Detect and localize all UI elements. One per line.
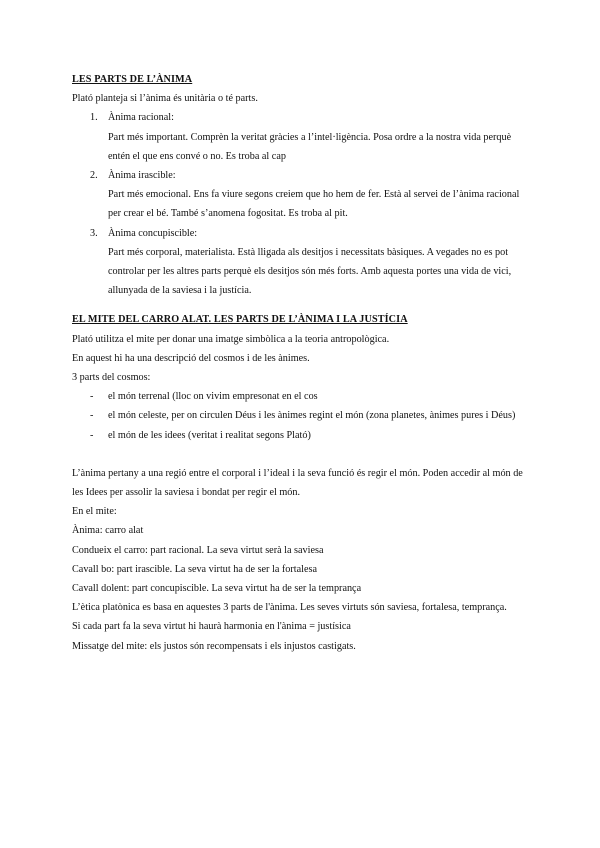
cosmos-parts-list (72, 387, 532, 445)
body-line: 3 parts del cosmos: (72, 372, 151, 384)
list-item (72, 426, 532, 445)
body-line: Cavall bo: part irascible. La seva virtut ha de ser la fortalesa (72, 563, 317, 575)
body-line: Missatge del mite: els justos són recompensats i els injustos castigats. (72, 640, 356, 652)
list-item-name: Ànima racional: (108, 112, 174, 124)
section-title: EL MITE DEL CARRO ALAT. LES PARTS DE L’ÀNIMA I LA JUSTÍCIA (72, 314, 408, 326)
intro-text: Plató planteja si l’ànima és unitària o té parts. (72, 93, 258, 105)
list-dash: - (90, 410, 94, 422)
document-page (72, 70, 532, 656)
body-line: Ànima: carro alat (72, 525, 144, 537)
body-line: Plató utilitza el mite per donar una imatge simbòlica a la teoria antropològica. (72, 333, 390, 345)
body-line: L’ètica platònica es basa en aquestes 3 parts de l'ànima. Les seves virtuts són saviesa, fortalesa, temprança. (72, 602, 507, 614)
list-item (72, 406, 532, 425)
body-paragraph: L’ànima pertany a una regió entre el corporal i l’ideal i la seva funció és regir el món. Poden accedir al món de les Idees per assolir la saviesa i bondat per regir el món. (72, 467, 523, 499)
list-item-name: Ànima irascible: (108, 170, 176, 182)
list-item-name: Ànima concupiscible: (108, 227, 198, 239)
body-line: En aquest hi ha una descripció del cosmos i de les ànimes. (72, 352, 310, 364)
list-number: 3. (90, 227, 98, 239)
list-item-description: Part més corporal, materialista. Està lligada als desitjos i necessitats bàsiques. A vegades no es pot controlar per les altres parts perquè els desitjos són més forts. Amb aquesta portes una vida de vici, allunyada de la saviesa i la justícia. (108, 246, 512, 297)
list-number: 2. (90, 170, 98, 182)
body-line: Si cada part fa la seva virtut hi haurà harmonia en l'ànima = justísica (72, 621, 351, 633)
list-item (72, 224, 532, 301)
body-line: Condueix el carro: part racional. La seva virtut serà la saviesa (72, 544, 324, 556)
soul-parts-list (72, 108, 532, 300)
list-item (72, 387, 532, 406)
body-line: En el mite: (72, 506, 117, 518)
list-number: 1. (90, 112, 98, 124)
list-item (72, 108, 532, 166)
spacer (72, 445, 532, 464)
list-item-text: el món celeste, per on circulen Déus i les ànimes regint el món (zona planetes, ànimes pures i Déus) (108, 410, 516, 422)
list-item-description: Part més emocional. Ens fa viure segons creiem que ho hem de fer. Està al servei de l’ànima racional per crear el bé. També s’anomena fogositat. Es troba al pit. (108, 189, 520, 220)
list-dash: - (90, 429, 94, 441)
list-dash: - (90, 391, 94, 403)
list-item-text: el món terrenal (lloc on vivim empresonat en el cos (108, 391, 318, 403)
list-item-text: el món de les idees (veritat i realitat segons Plató) (108, 429, 311, 441)
section-title: LES PARTS DE L’ÀNIMA (72, 74, 193, 85)
spacer (72, 300, 532, 310)
list-item (72, 166, 532, 224)
list-item-description: Part més important. Comprèn la veritat gràcies a l’intel·ligència. Posa ordre a la nostra vida perquè entén el que ens convé o no. Es troba al cap (108, 131, 512, 162)
body-line: Cavall dolent: part concupiscible. La seva virtut ha de ser la temprança (72, 583, 362, 595)
